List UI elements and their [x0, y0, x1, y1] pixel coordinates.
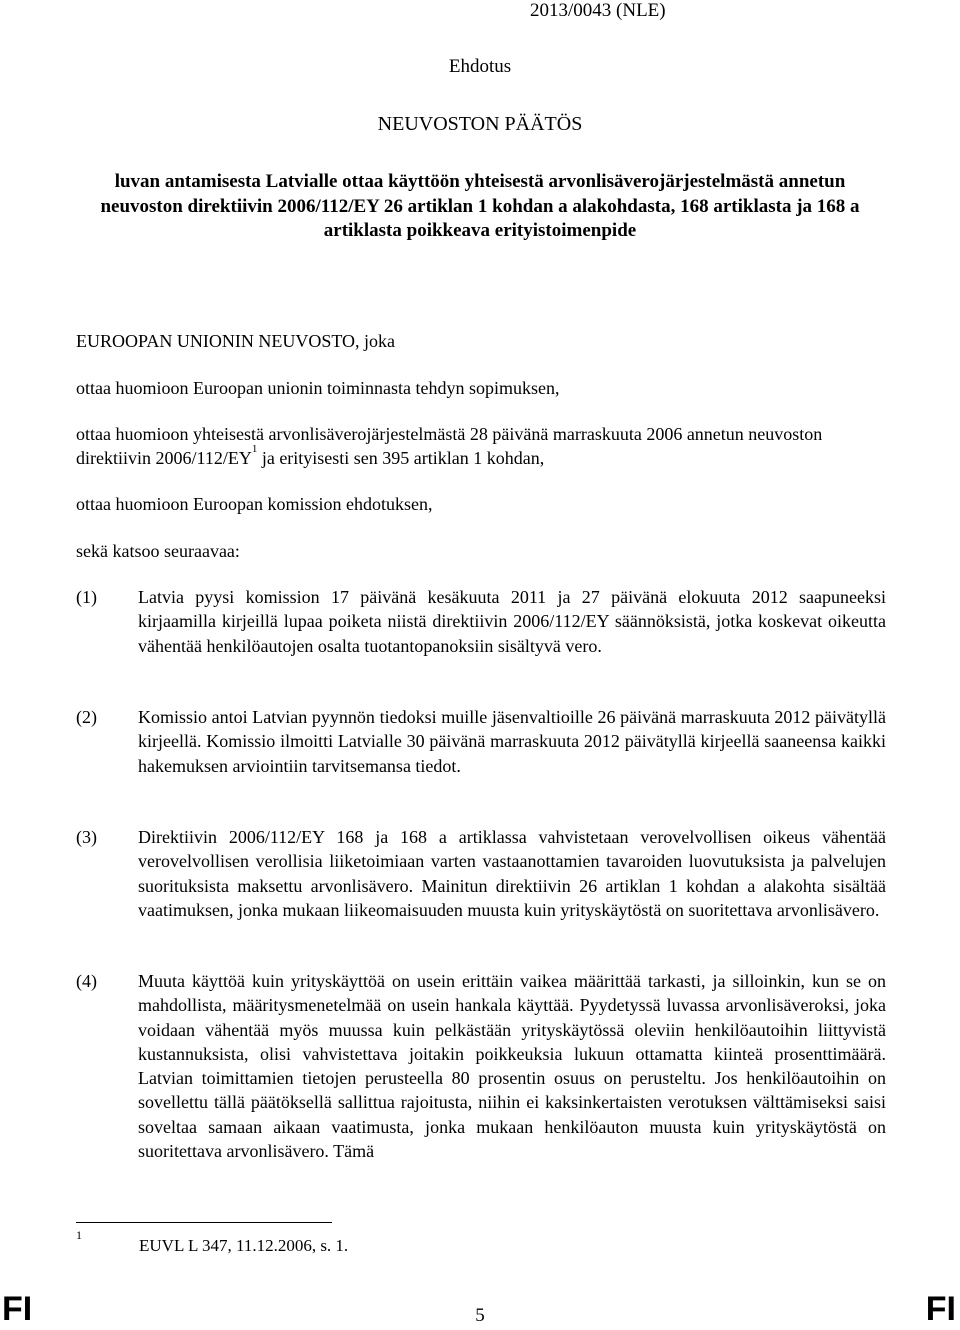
- preamble-directive-text-after: ja erityisesti sen 395 artiklan 1 kohdan,: [257, 448, 545, 468]
- recital-2: [76, 705, 886, 778]
- procedure-reference: 2013/0043 (NLE): [530, 0, 666, 21]
- recital-text: Latvia pyysi komission 17 päivänä kesäkuuta 2011 ja 27 päivänä elokuuta 2012 saapuneeksi kirjaamilla kirjeillä lupaa poiketa niistä direktiivin 2006/112/EY säännöksistä, jotka koskevat oikeutta vähentää henkilöautojen osalta tuotantopanoksiin sisältyvä vero.: [138, 587, 886, 656]
- document-title: NEUVOSTON PÄÄTÖS: [377, 113, 583, 135]
- recital-3: [76, 825, 886, 922]
- language-code-right: FI: [925, 1290, 956, 1328]
- preamble-treaty: ottaa huomioon Euroopan unionin toiminnasta tehdyn sopimuksen,: [76, 378, 560, 398]
- recital-text: Muuta käyttöä kuin yrityskäyttöä on usein erittäin vaikea määrittää tarkasti, ja silloinkin, kun se on mahdollista, määritysmenetelmää on usein hankala käyttää. Pyydetyssä luvassa arvonlisäveroksi, joka voidaan vähentää myös muussa kuin pelkästään yrityskäytössä oleviin henkilöautoihin liittyvistä kustannuksista, olisi vahvistettava joitakin poikkeuksia lukuun ottamatta kiinteä prosenttimäärä. Latvian toimittamien tietojen perusteella 80 prosentin osuus on perusteltu. Jos henkilöautoihin on sovellettu tällä päätöksellä sallittua rajoitusta, niihin ei kaksinkertaisten verotuksen välttämiseksi saisi soveltaa samaan aikaan vaatimusta, jonka mukaan henkilöauton muusta kuin yrityskäytöstä on suoritettava arvonlisävero. Tämä: [138, 971, 886, 1162]
- preamble-commission: ottaa huomioon Euroopan komission ehdotuksen,: [76, 494, 433, 514]
- recital-number: (2): [76, 707, 97, 727]
- footnote-number: 1: [76, 1228, 82, 1242]
- document-subtitle: luvan antamisesta Latvialle ottaa käyttöön yhteisestä arvonlisäverojärjestelmästä annetun neuvoston direktiivin 2006/112/EY 26 artiklan 1 kohdan a alakohdasta, 168 artiklasta ja 168 a artiklasta poikkeava erityistoimenpide: [100, 171, 860, 241]
- footnote-text: EUVL L 347, 11.12.2006, s. 1.: [139, 1236, 349, 1255]
- footnote-reference: 1: [251, 443, 258, 455]
- preamble-council: EUROOPAN UNIONIN NEUVOSTO, joka: [76, 331, 395, 351]
- proposal-label: Ehdotus: [448, 56, 512, 77]
- recital-4: [76, 969, 886, 1163]
- language-code-left: FI: [2, 1290, 33, 1328]
- footnote-divider: [76, 1222, 332, 1223]
- recital-number: (4): [76, 971, 97, 991]
- recital-number: (1): [76, 587, 97, 607]
- recital-text: Direktiivin 2006/112/EY 168 ja 168 a artiklassa vahvistetaan verovelvollisen oikeus vähentää verovelvollisen verollisia liiketoimiaan varten vastaanottamien tavaroiden luovutuksista ja palvelujen suorituksista maksettu arvonlisävero. Mainitun direktiivin 26 artiklan 1 kohdan a alakohta sisältää vaatimuksen, jonka mukaan liikeomaisuuden muusta kuin yrityskäytöstä on suoritettava arvonlisävero.: [138, 827, 886, 920]
- preamble-directive-text: ottaa huomioon yhteisestä arvonlisäverojärjestelmästä 28 päivänä marraskuuta 2006 annetun neuvoston direktiivin 2006/112/EY: [76, 424, 823, 468]
- recital-1: [76, 585, 886, 658]
- page-number: 5: [475, 1305, 485, 1326]
- recital-text: Komissio antoi Latvian pyynnön tiedoksi muille jäsenvaltioille 26 päivänä marraskuuta 2012 päivätyllä kirjeellä. Komissio ilmoitti Latvialle 30 päivänä marraskuuta 2012 päivätyllä kirjeellä saaneensa kaikki hakemuksen arviointiin tarvitsemansa tiedot.: [138, 707, 886, 776]
- preamble-whereas: sekä katsoo seuraavaa:: [76, 541, 240, 561]
- recital-number: (3): [76, 827, 97, 847]
- preamble-directive: [76, 422, 886, 470]
